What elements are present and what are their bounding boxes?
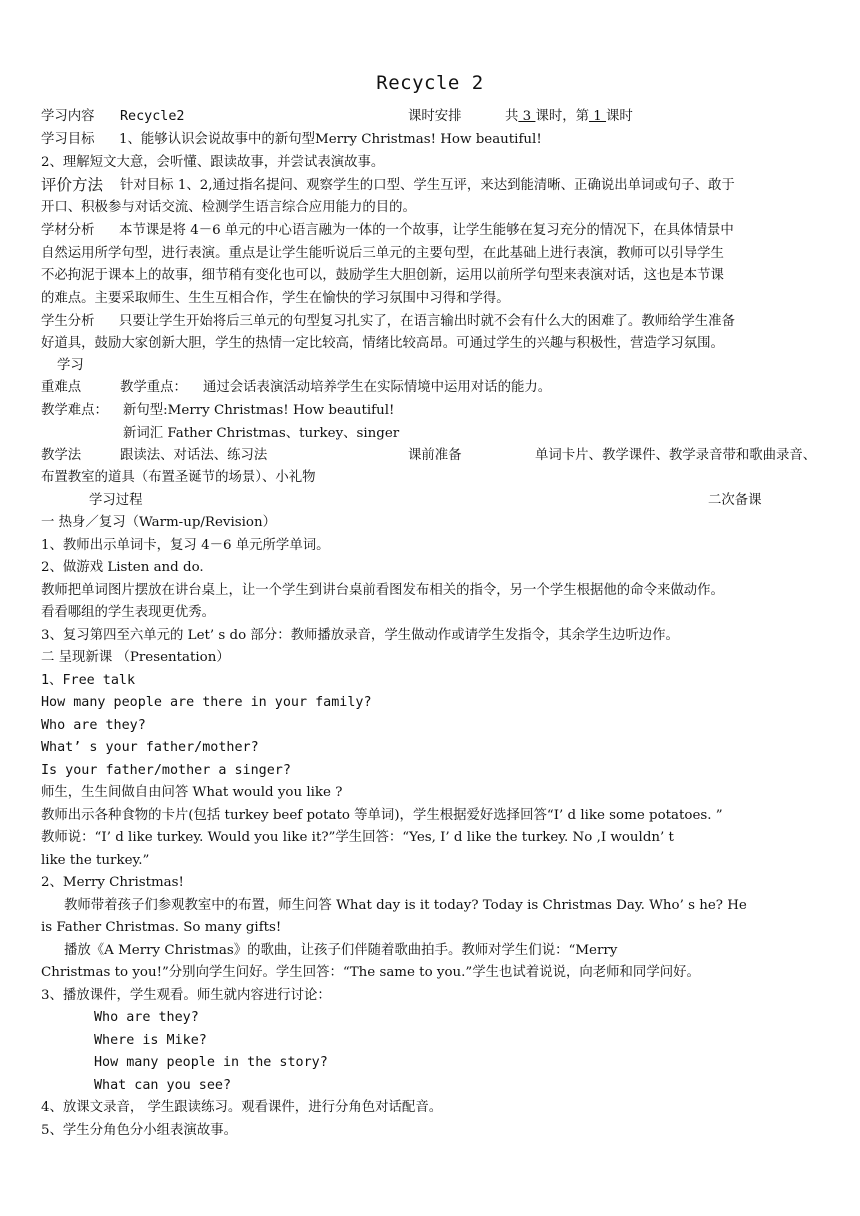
schedule-text-a: 共 [505,109,519,124]
section-2-item-5: 5、学生分角色分小组表演故事。 [41,1123,237,1138]
song-line-1: 播放《A Merry Christmas》的歌曲，让孩子们伴随着歌曲拍手。教师对学生们说：“Merry [64,943,618,958]
section-1-item-2-line-1: 教师把单词图片摆放在讲台桌上，让一个学生到讲台桌前看图发布相关的指令，另一个学生根据他的命令来做动作。 [41,583,724,598]
second-prep-label: 二次备课 [708,493,762,508]
classroom-tour-line-1: 教师带着孩子们参观教室中的布置，师生问答 What day is it today? Today is Christmas Day. Who’ s he? He [64,898,747,913]
difficulty-label: 教学难点： [41,403,108,418]
food-cards-line: 教师出示各种食物的卡片(包括 turkey beef potato 等单词)，学生根据爱好选择回答“I’ d like some potatoes. ” [41,808,723,823]
difficulty-text: 新句型:Merry Christmas! How beautiful! [123,403,395,418]
free-talk-question-4: Is your father/mother a singer? [41,763,291,778]
student-line-3: 学习 [57,358,84,373]
content-label: 学习内容 [41,109,95,124]
section-2-item-4: 4、放课文录音， 学生跟读练习。观看课件，进行分角色对话配音。 [41,1100,443,1115]
section-1-title: 一 热身／复习（Warm-up/Revision） [41,515,276,530]
schedule-text-b: 课时，第 [535,109,589,124]
classroom-tour-line-2: is Father Christmas. So many gifts! [41,920,282,935]
student-line-2: 好道具，鼓励大家创新大胆，学生的热情一定比较高，情绪比较高昂。可通过学生的兴趣与积极性，营造学习氛围。 [41,336,724,351]
content-value: Recycle2 [120,109,185,124]
free-ask-line: 师生，生生间做自由问答 What would you like ? [41,785,343,800]
student-line-1: 只要让学生开始将后三单元的句型复习扎实了，在语言输出时就不会有什么大的困难了。教师给学生准备 [119,314,735,329]
document-title: Recycle 2 [376,72,484,94]
schedule-info [505,106,633,129]
section-2-item-2: 2、Merry Christmas! [41,875,184,890]
schedule-total: 3 [518,109,536,124]
discussion-question-2: Where is Mike? [94,1033,207,1048]
evaluation-label: 评价方法 [41,176,104,194]
process-label: 学习过程 [89,493,143,508]
section-2-title: 二 呈现新课 （Presentation） [41,650,230,665]
methods-label: 教学法 [41,448,82,463]
material-label: 学材分析 [41,223,95,238]
section-1-item-2: 2、做游戏 Listen and do. [41,560,204,575]
prep-text-2: 布置教室的道具（布置圣诞节的场景）、小礼物 [41,470,316,485]
material-line-3: 不必拘泥于课本上的故事，细节稍有变化也可以，鼓励学生大胆创新，运用以前所学句型来表演对话，这也是本节课 [41,268,724,283]
goal-1: 1、能够认识会说故事中的新句型Merry Christmas! How beautiful! [119,132,542,147]
focus-text: 通过会话表演活动培养学生在实际情境中运用对话的能力。 [203,380,552,395]
discussion-question-3: How many people in the story? [94,1055,328,1070]
evaluation-line-2: 开口、积极参与对话交流、检测学生语言综合应用能力的目的。 [41,200,416,215]
free-talk-question-3: What’ s your father/mother? [41,740,259,755]
section-1-item-2-line-2: 看看哪组的学生表现更优秀。 [41,605,216,620]
goal-2: 2、理解短文大意，会听懂、跟读故事，并尝试表演故事。 [41,155,385,170]
key-points-label: 重难点 [41,380,82,395]
free-talk-question-2: Who are they? [41,718,146,733]
teacher-dialog-line-2: like the turkey.” [41,853,150,868]
student-label: 学生分析 [41,314,95,329]
new-words: 新词汇 Father Christmas、turkey、singer [123,426,400,441]
discussion-question-4: What can you see? [94,1078,232,1093]
schedule-current: 1 [589,109,607,124]
free-talk-question-1: How many people are there in your family? [41,695,372,710]
section-1-item-1: 1、教师出示单词卡，复习 4－6 单元所学单词。 [41,538,330,553]
focus-label: 教学重点： [120,380,187,395]
prep-label: 课前准备 [408,448,462,463]
material-line-2: 自然运用所学句型，进行表演。重点是让学生能听说后三单元的主要句型，在此基础上进行表演，教师可以引导学生 [41,246,724,261]
material-line-1: 本节课是将 4－6 单元的中心语言融为一体的一个故事，让学生能够在复习充分的情况下，在具体情景中 [119,223,734,238]
methods-text: 跟读法、对话法、练习法 [120,448,268,463]
evaluation-line-1: 针对目标 1、2,通过指名提问、观察学生的口型、学生互评，来达到能清晰、正确说出单词或句子、敢于 [120,178,735,193]
section-2-item-3: 3、播放课件，学生观看。师生就内容进行讨论： [41,988,331,1003]
song-line-2: Christmas to you!”分别向学生问好。学生回答：“The same to you.”学生也试着说说，向老师和同学问好。 [41,965,700,980]
discussion-question-1: Who are they? [94,1010,199,1025]
material-line-4: 的难点。主要采取师生、生生互相合作，学生在愉快的学习氛围中习得和学得。 [41,291,510,306]
section-1-item-3: 3、复习第四至六单元的 Let’ s do 部分：教师播放录音，学生做动作或请学生发指令，其余学生边听边作。 [41,628,679,643]
schedule-label: 课时安排 [408,109,462,124]
schedule-text-c: 课时 [606,109,633,124]
goals-label: 学习目标 [41,132,95,147]
section-2-item-1: 1、Free talk [41,673,136,688]
teacher-dialog-line-1: 教师说：“I’ d like turkey. Would you like it?”学生回答：“Yes, I’ d like the turkey. No ,I wouldn’ t [41,830,674,845]
prep-text: 单词卡片、教学课件、教学录音带和歌曲录音、 [535,448,817,463]
